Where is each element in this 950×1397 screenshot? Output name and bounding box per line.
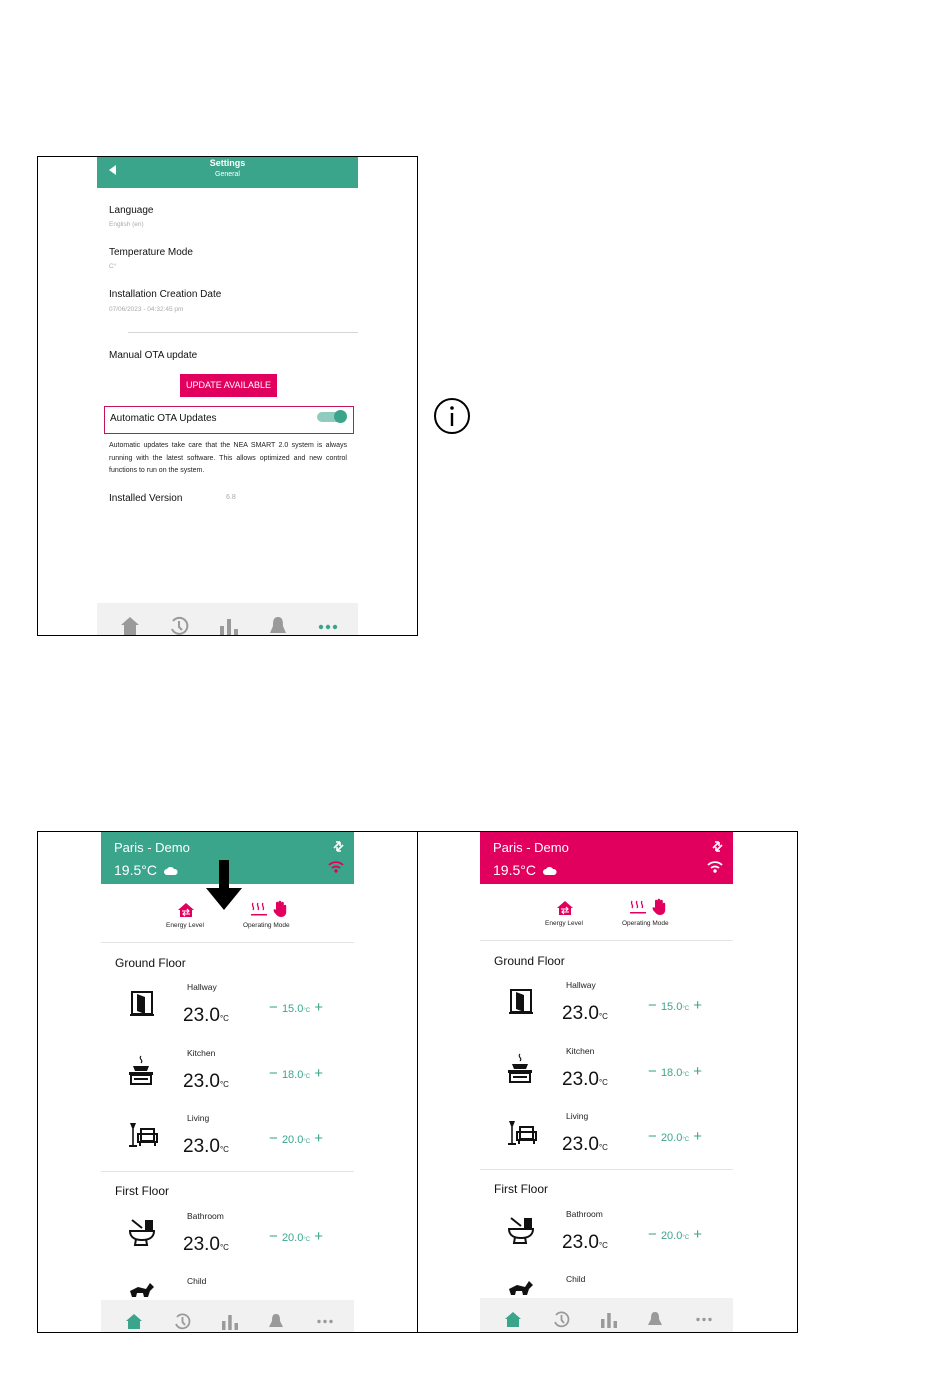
room-temperature-value: 23.0 (562, 1134, 599, 1155)
manual-hand-icon[interactable] (652, 898, 666, 916)
divider (480, 1169, 733, 1170)
room-name[interactable]: Kitchen (566, 1046, 595, 1056)
auto-ota-description: Automatic updates take care that the NEA SMART 2.0 system is always running with the latest software. This allows optimized and new control functions to run on the system. (109, 442, 347, 474)
door-icon (507, 987, 535, 1020)
increase-button[interactable]: + (689, 1226, 703, 1243)
setpoint-unit: °C (303, 1008, 311, 1014)
setpoint-unit: °C (682, 1006, 690, 1012)
home-icon[interactable] (120, 616, 140, 636)
home-icon[interactable] (125, 1313, 143, 1330)
setpoint-unit: °C (682, 1137, 690, 1143)
room-temperature-value: 23.0 (562, 1069, 599, 1090)
decrease-button[interactable]: − (648, 1063, 661, 1080)
setpoint-control (269, 1130, 324, 1147)
installed-version-value: 6.8 (226, 494, 236, 501)
decrease-button[interactable]: − (648, 997, 661, 1014)
room-temperature-unit: °C (219, 1080, 229, 1089)
room-temperature (183, 1234, 229, 1256)
setpoint-control (269, 1228, 324, 1245)
armchair-lamp-icon (507, 1118, 537, 1151)
setpoint-value: 18.0 (660, 1067, 683, 1079)
room-temperature-unit: °C (219, 1145, 229, 1154)
bell-icon[interactable] (268, 1313, 284, 1330)
decrease-button[interactable]: − (269, 1065, 282, 1082)
history-icon[interactable] (169, 615, 189, 636)
update-available-button[interactable]: UPDATE AVAILABLE (180, 374, 277, 397)
room-temperature-unit: °C (598, 1241, 608, 1250)
increase-button[interactable]: + (310, 1130, 324, 1147)
installed-version-label: Installed Version (109, 493, 183, 504)
location-name[interactable]: Paris - Demo (493, 840, 569, 855)
room-temperature-value: 23.0 (562, 1003, 599, 1024)
room-temperature (183, 1071, 229, 1093)
energy-level-label: Energy Level (166, 922, 204, 929)
increase-button[interactable]: + (689, 1063, 703, 1080)
energy-level-icon[interactable] (177, 902, 195, 918)
location-name[interactable]: Paris - Demo (114, 840, 190, 855)
outdoor-temperature: 19.5°C (114, 862, 157, 878)
manual-hand-icon[interactable] (273, 900, 287, 918)
setpoint-unit: °C (303, 1139, 311, 1145)
divider (128, 332, 358, 333)
more-icon[interactable] (316, 1319, 334, 1324)
increase-button[interactable]: + (310, 1065, 324, 1082)
room-name[interactable]: Child (187, 1276, 207, 1286)
manual-ota-label: Manual OTA update (109, 350, 198, 361)
room-name[interactable]: Bathroom (187, 1211, 224, 1221)
stove-icon (128, 1055, 154, 1090)
settings-header (97, 157, 358, 188)
page-title: Settings (209, 158, 246, 168)
statistics-icon[interactable] (219, 616, 239, 636)
setpoint-value: 15.0 (660, 1001, 683, 1013)
floor-title: First Floor (115, 1184, 169, 1198)
temperature-mode-label[interactable]: Temperature Mode (109, 247, 193, 258)
setpoint-unit: °C (303, 1074, 311, 1080)
history-icon[interactable] (552, 1310, 571, 1329)
operating-mode-label: Operating Mode (243, 922, 290, 929)
heating-icon[interactable] (250, 901, 268, 918)
statistics-icon[interactable] (221, 1314, 239, 1330)
stove-icon (507, 1053, 533, 1088)
info-icon (433, 397, 471, 435)
more-icon[interactable] (318, 624, 338, 630)
room-name[interactable]: Hallway (187, 982, 217, 992)
setpoint-value: 15.0 (281, 1003, 304, 1015)
room-temperature (562, 1003, 608, 1025)
outdoor-temperature: 19.5°C (493, 862, 536, 878)
decrease-button[interactable]: − (269, 999, 282, 1016)
setpoint-control (648, 1063, 703, 1080)
room-temperature (562, 1232, 608, 1254)
floor-title: Ground Floor (115, 956, 186, 970)
setpoint-value: 20.0 (281, 1232, 304, 1244)
tab-bar (97, 603, 358, 636)
room-name[interactable]: Bathroom (566, 1209, 603, 1219)
toilet-icon (128, 1218, 156, 1251)
home-screenshot-pink (417, 831, 798, 1333)
setpoint-control (269, 1065, 324, 1082)
cloud-icon (543, 867, 557, 875)
setpoint-value: 20.0 (660, 1132, 683, 1144)
room-temperature-unit: °C (598, 1012, 608, 1021)
heating-icon[interactable] (629, 899, 647, 916)
divider (480, 940, 733, 941)
bell-icon[interactable] (647, 1311, 663, 1328)
room-name[interactable]: Hallway (566, 980, 596, 990)
divider (101, 1171, 354, 1172)
settings-screenshot (37, 156, 418, 636)
room-temperature-value: 23.0 (183, 1136, 220, 1157)
room-temperature (562, 1134, 608, 1156)
setpoint-value: 20.0 (281, 1134, 304, 1146)
wifi-icon (707, 860, 723, 873)
temperature-mode-value: C° (109, 263, 117, 270)
sync-icon[interactable] (332, 840, 345, 853)
room-name[interactable]: Child (566, 1274, 586, 1284)
room-temperature-unit: °C (598, 1143, 608, 1152)
setpoint-control (269, 999, 324, 1016)
setpoint-value: 18.0 (281, 1069, 304, 1081)
increase-button[interactable]: + (689, 997, 703, 1014)
armchair-lamp-icon (128, 1120, 158, 1153)
setpoint-value: 20.0 (660, 1230, 683, 1242)
setpoint-unit: °C (682, 1072, 690, 1078)
toggle-knob (334, 410, 347, 423)
energy-level-label: Energy Level (545, 920, 583, 927)
divider (101, 942, 354, 943)
room-temperature-value: 23.0 (183, 1071, 220, 1092)
room-temperature-unit: °C (219, 1243, 229, 1252)
increase-button[interactable]: + (310, 999, 324, 1016)
floor-title: Ground Floor (494, 954, 565, 968)
setpoint-control (648, 997, 703, 1014)
setpoint-unit: °C (682, 1235, 690, 1241)
auto-ota-toggle[interactable] (317, 412, 345, 422)
room-temperature (562, 1069, 608, 1091)
setpoint-unit: °C (303, 1237, 311, 1243)
history-icon[interactable] (173, 1312, 192, 1331)
home-icon[interactable] (504, 1311, 522, 1328)
toilet-icon (507, 1216, 535, 1249)
installation-date-value: 07/06/2023 - 04:32:45 pm (109, 306, 184, 313)
language-label[interactable]: Language (109, 205, 154, 216)
wifi-icon (328, 860, 344, 873)
room-temperature-value: 23.0 (562, 1232, 599, 1253)
more-icon[interactable] (695, 1317, 713, 1322)
location-header (480, 832, 733, 884)
decrease-button[interactable]: − (269, 1130, 282, 1147)
tab-bar (480, 1298, 733, 1332)
down-arrow-icon (204, 860, 244, 912)
decrease-button[interactable]: − (648, 1128, 661, 1145)
language-value: English (en) (109, 221, 144, 228)
page-subtitle: General (215, 171, 240, 178)
energy-level-icon[interactable] (556, 900, 574, 916)
room-temperature (183, 1136, 229, 1158)
decrease-button[interactable]: − (269, 1228, 282, 1245)
sync-icon[interactable] (711, 840, 724, 853)
operating-mode-label: Operating Mode (622, 920, 669, 927)
increase-button[interactable]: + (689, 1128, 703, 1145)
decrease-button[interactable]: − (648, 1226, 661, 1243)
floor-title: First Floor (494, 1182, 548, 1196)
auto-ota-label: Automatic OTA Updates (110, 413, 217, 424)
cloud-icon (164, 867, 178, 875)
bell-icon[interactable] (269, 616, 287, 636)
room-name[interactable]: Living (187, 1113, 210, 1123)
room-temperature-value: 23.0 (183, 1234, 220, 1255)
door-icon (128, 989, 156, 1022)
increase-button[interactable]: + (310, 1228, 324, 1245)
auto-ota-row (104, 406, 354, 434)
tab-bar (101, 1300, 354, 1333)
room-temperature (183, 1005, 229, 1027)
room-temperature-unit: °C (598, 1078, 608, 1087)
room-temperature-unit: °C (219, 1014, 229, 1023)
room-name[interactable]: Living (566, 1111, 589, 1121)
room-name[interactable]: Kitchen (187, 1048, 216, 1058)
setpoint-control (648, 1226, 703, 1243)
setpoint-control (648, 1128, 703, 1145)
installation-date-label: Installation Creation Date (109, 289, 222, 300)
statistics-icon[interactable] (600, 1312, 618, 1328)
room-temperature-value: 23.0 (183, 1005, 220, 1026)
